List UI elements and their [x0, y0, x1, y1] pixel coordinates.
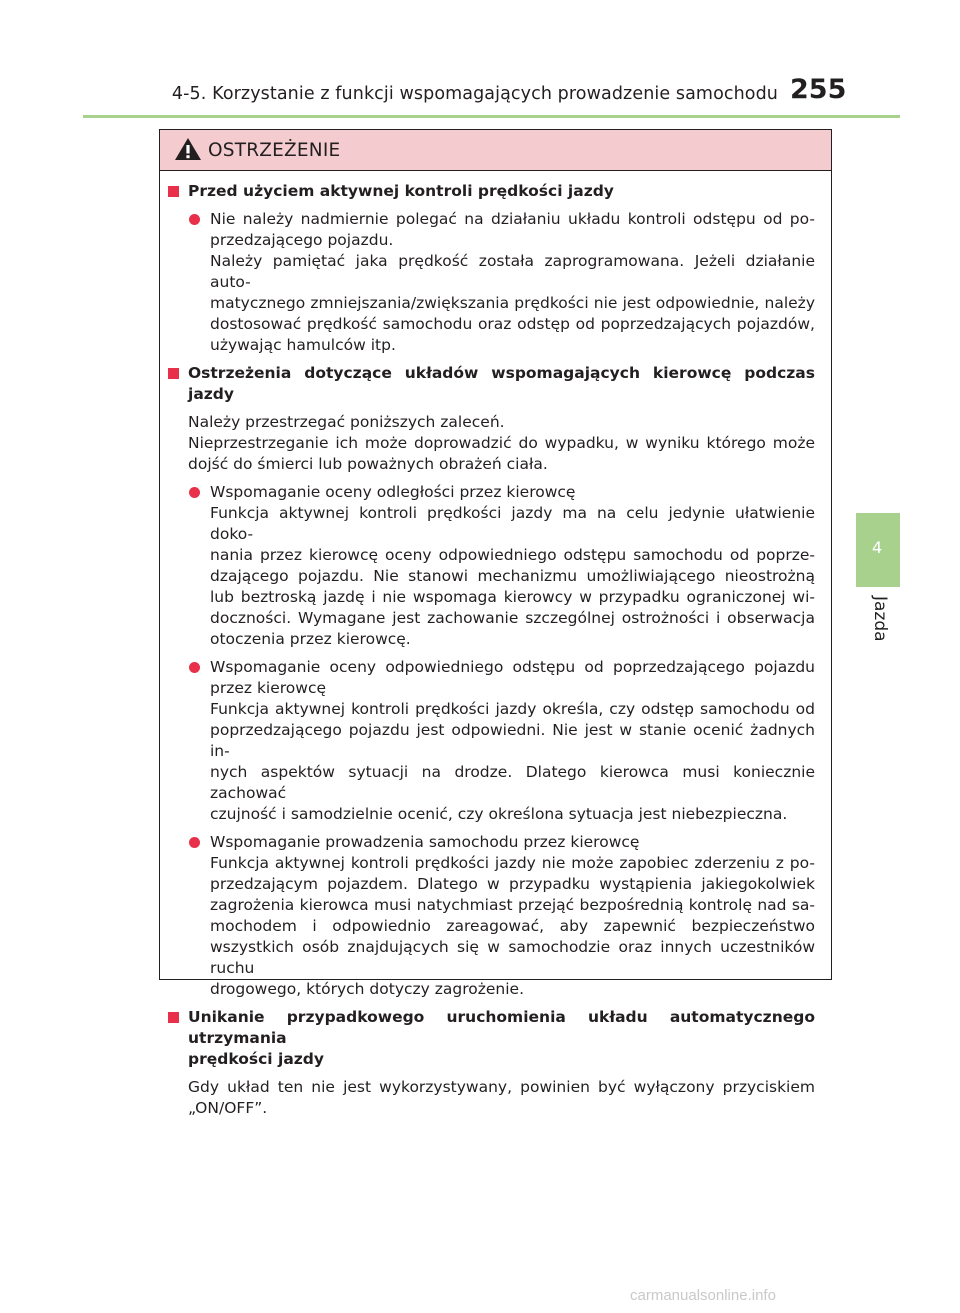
warning-triangle-icon: [174, 137, 202, 161]
section-heading: Przed użyciem aktywnej kontroli prędkości jazdy: [160, 181, 831, 202]
list-item: Nie należy nadmiernie polegać na działaniu układu kontroli odstępu od po- przedzającego pojazdu. Należy pamiętać jaka prędkość została zaprogramowana. Jeżeli działanie auto- matycznego zmniejszania/zwiększania prędkości nie jest odpowiednie, należy dostosować prędkość samochodu oraz odstęp od poprzedzających pojazdów, używając hamulców itp.: [160, 209, 831, 356]
warning-title: OSTRZEŻENIE: [208, 140, 341, 161]
page-number: 255: [790, 74, 847, 105]
warning-header: [160, 130, 831, 171]
header-rule: [83, 115, 900, 118]
square-bullet-icon: [168, 186, 179, 197]
round-bullet-icon: [189, 837, 200, 848]
square-bullet-icon: [168, 1012, 179, 1023]
warning-body: [160, 171, 831, 1119]
list-item: Wspomaganie oceny odpowiedniego odstępu od poprzedzającego pojazdu przez kierowcę Funkcja aktywnej kontroli prędkości jazdy określa, czy odstęp samochodu od poprzedzającego pojazdu jest odpowiedni. Nie jest w stanie ocenić żadnych in- nych aspektów sytuacji na drodze. Dlatego kierowca musi koniecznie zachować czujność i samodzielnie ocenić, czy określona sytuacja jest niebezpieczna.: [160, 657, 831, 825]
running-header-title: 4-5. Korzystanie z funkcji wspomagających prowadzenie samochodu: [171, 84, 778, 104]
list-item: Wspomaganie oceny odległości przez kierowcę Funkcja aktywnej kontroli prędkości jazdy ma na celu jedynie ułatwienie doko- nania przez kierowcę oceny odpowiedniego odstępu samochodu od poprze- dzającego pojazdu. Nie stanowi mechanizmu umożliwiającego nieostrożną lub beztroską jazdę i nie wspomaga kierowcy w przypadku ograniczonej wi- doczności. Wymagane jest zachowanie szczególnej ostrożności i obserwacja otoczenia przez kierowcę.: [160, 482, 831, 650]
watermark: carmanualsonline.info: [630, 1287, 776, 1304]
chapter-label: Jazda: [870, 596, 890, 642]
paragraph: Gdy układ ten nie jest wykorzystywany, powinien być wyłączony przyciskiem „ON/OFF”.: [188, 1078, 815, 1117]
square-bullet-icon: [168, 368, 179, 379]
round-bullet-icon: [189, 662, 200, 673]
round-bullet-icon: [189, 487, 200, 498]
section-heading: Unikanie przypadkowego uruchomienia układu automatycznego utrzymania prędkości jazdy: [160, 1007, 831, 1070]
warning-box: [159, 129, 832, 1117]
paragraph: Należy przestrzegać poniższych zaleceń. Nieprzestrzeganie ich może doprowadzić do wypadku, w wyniku którego może dojść do śmierci lub poważnych obrażeń ciała.: [188, 413, 815, 473]
section-heading: Ostrzeżenia dotyczące układów wspomagających kierowcę podczas jazdy: [160, 363, 831, 405]
round-bullet-icon: [189, 214, 200, 225]
list-item: Wspomaganie prowadzenia samochodu przez kierowcę Funkcja aktywnej kontroli prędkości jazdy nie może zapobiec zderzeniu z po- przedzającym pojazdem. Dlatego w przypadku wystąpienia jakiegokolwiek zagrożenia kierowca musi natychmiast przejąć bezpośrednią kontrolę nad sa- mochodem i odpowiednio zareagować, aby zapewnić bezpieczeństwo wszystkich osób znajdujących się w samochodzie oraz innych uczestników ruchu drogowego, których dotyczy zagrożenie.: [160, 832, 831, 1000]
chapter-number: 4: [872, 538, 883, 557]
